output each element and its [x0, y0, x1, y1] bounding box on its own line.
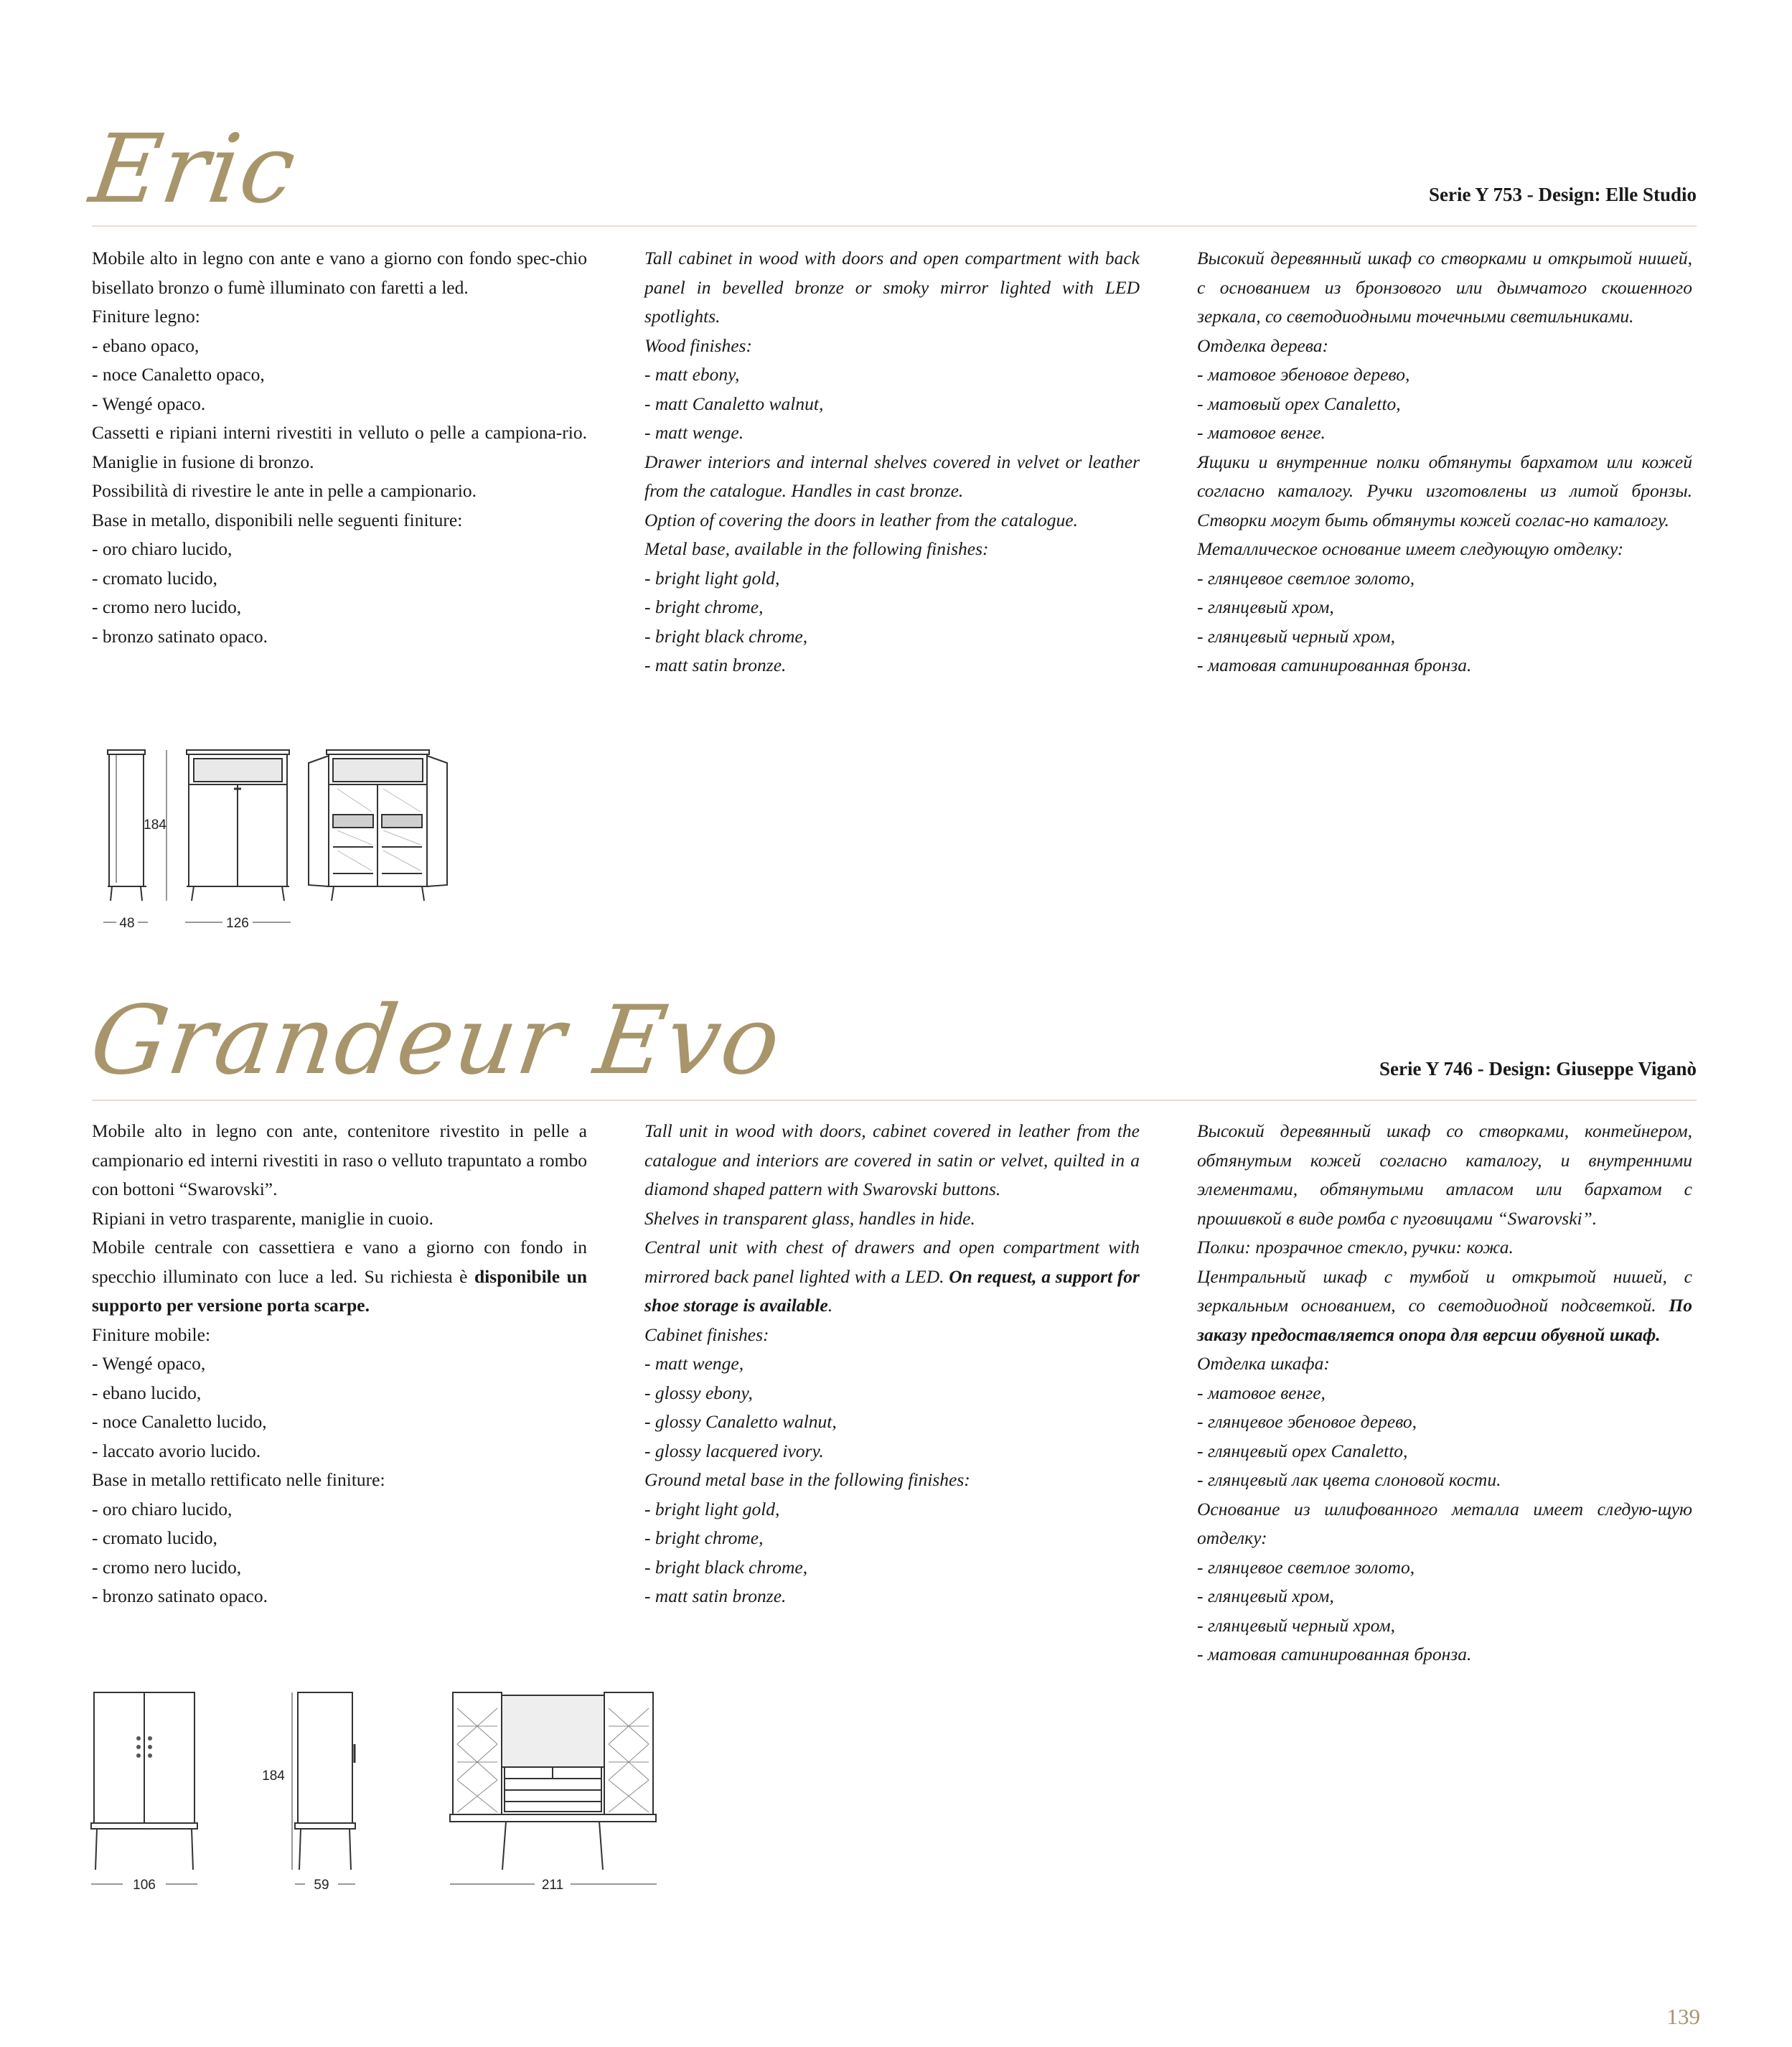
grandeur-evo-technical-drawing	[90, 1687, 664, 1902]
eric-english-text: Tall cabinet in wood with doors and open compartment with back panel in bevelled bronze or smoky mirror lighted with LED spotlights. Wood finishes: - matt ebony, - matt Canaletto walnut, - matt wenge. Drawer interiors and internal shelves covered in velvet or leather from the catalogue. Handles in cast bronze. Option of covering the doors in leather from the catalogue. Metal base, available in the following finishes: - bright light gold, - bright chrome, - bright black chrome, - matt satin bronze.	[644, 248, 1140, 675]
grandeur-open-width-label: 211	[541, 1878, 564, 1893]
grandeur-english-text: Tall unit in wood with doors, cabinet covered in leather from the catalogue and interiors are covered in satin or velvet, quilted in a diamond shaped pattern with Swarovski buttons. Shelves in transparent glass, handles in hide. Central unit with chest of drawers and open compartment with mirrored back panel lighted with a LED. On request, a support for shoe storage is available. Cabinet finishes: - matt wenge, - glossy ebony, - glossy Canaletto walnut, - glossy lacquered ivory. Ground metal base in the following finishes: - bright light gold, - bright chrome, - bright black chrome, - matt satin bronze.	[644, 1120, 1140, 1606]
grandeur-width-label: 106	[133, 1878, 156, 1893]
eric-russian-text: Высокий деревянный шкаф со створками и открытой нишей, с основанием из бронзового или дымчатого скошенного зеркала, со светодиодными точечными светильниками. Отделка дерева: - матовое эбеновое дерево, - матовый орех Canaletto, - матовое венге. Ящики и внутренние полки обтянуты бархатом или кожей согласно каталогу. Ручки изготовлены из литой бронзы. Створки могут быть обтянуты кожей соглас-но каталогу. Металлическое основание имеет следующую отделку: - глянцевое светлое золото, - глянцевый хром, - глянцевый черный хром, - матовая сатинированная бронза.	[1197, 248, 1692, 675]
grandeur-evo-serie-label: Serie Y 746 - Design: Giuseppe Viganò	[1379, 1058, 1697, 1079]
grandeur-depth-label: 59	[314, 1878, 329, 1893]
grandeur-evo-divider	[92, 1100, 1697, 1101]
grandeur-evo-title: Grandeur Evo	[84, 985, 789, 1096]
page-number: 139	[1666, 2004, 1700, 2029]
eric-serie-label: Serie Y 753 - Design: Elle Studio	[1429, 184, 1697, 205]
eric-technical-drawing	[93, 743, 466, 940]
eric-title: Eric	[84, 114, 304, 225]
eric-italian-text: Mobile alto in legno con ante e vano a giorno con fondo spec-chio bisellato bronzo o fumè illuminato con faretti a led. Finiture legno: - ebano opaco, - noce Canaletto opaco, - Wengé opaco. Cassetti e ripiani interni rivestiti in velluto o pelle a campiona-rio. Maniglie in fusione di bronzo. Possibilità di rivestire le ante in pelle a campionario. Base in metallo, disponibili nelle seguenti finiture: - oro chiaro lucido, - cromato lucido, - cromo nero lucido, - bronzo satinato opaco.	[92, 248, 587, 647]
grandeur-height-label: 184	[262, 1769, 285, 1784]
grandeur-russian-text: Высокий деревянный шкаф со створками, контейнером, обтянутым кожей согласно каталогу, и внутренними элементами, обтянутыми атласом или бархатом с прошивкой в виде ромба с пуговицами “Swarovski”. Полки: прозрачное стекло, ручки: кожа. Центральный шкаф с тумбой и открытой нишей, с зеркальным основанием, со светодиодной подсветкой. По заказу предоставляется опора для версии обувной шкаф. Отделка шкафа: - матовое венге, - глянцевое эбеновое дерево, - глянцевый орех Canaletto, - глянцевый лак цвета слоновой кости. Основание из шлифованного металла имеет следую-щую отделку: - глянцевое светлое золото, - глянцевый хром, - глянцевый черный хром, - матовая сатинированная бронза.	[1197, 1120, 1693, 1664]
eric-depth-label: 48	[119, 916, 135, 931]
eric-divider	[92, 225, 1697, 227]
grandeur-italian-text: Mobile alto in legno con ante, contenitore rivestito in pelle a campionario ed interni rivestiti in raso o velluto trapuntato a rombo con bottoni “Swarovski”. Ripiani in vetro trasparente, maniglie in cuoio. Mobile centrale con cassettiera e vano a giorno con fondo in specchio illuminato con luce a led. Su richiesta è disponibile un supporto per versione porta scarpe. Finiture mobile: - Wengé opaco, - ebano lucido, - noce Canaletto lucido, - laccato avorio lucido. Base in metallo rettificato nelle finiture: - oro chiaro lucido, - cromato lucido, - cromo nero lucido, - bronzo satinato opaco.	[92, 1120, 587, 1606]
eric-width-label: 126	[226, 916, 249, 931]
eric-height-label: 184	[144, 818, 166, 833]
